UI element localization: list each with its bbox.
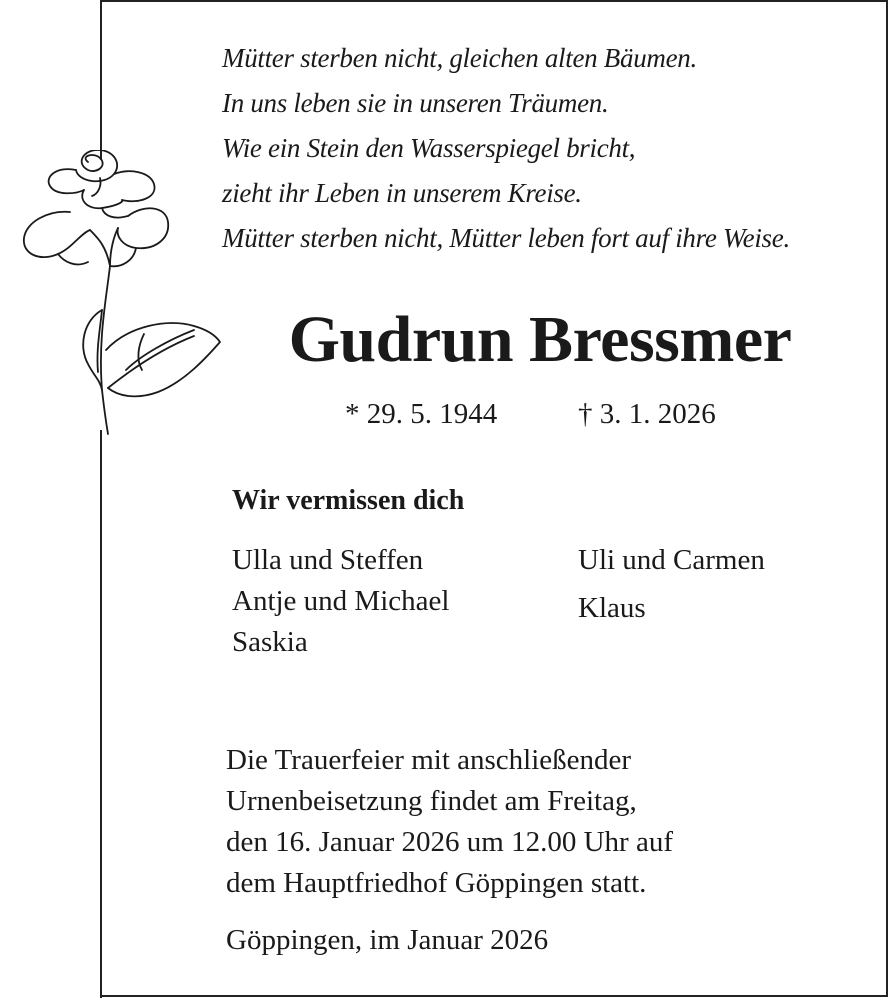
poem-line: Mütter sterben nicht, Mütter leben fort auf ihre Weise.: [222, 223, 790, 253]
ceremony-line: Die Trauerfeier mit anschließender: [226, 744, 632, 776]
mourner-name: Ulla und Steffen: [232, 544, 424, 576]
ceremony-line: dem Hauptfriedhof Göppingen statt.: [226, 867, 647, 899]
mourners-heading: Wir vermissen dich: [232, 485, 465, 516]
death-date: † 3. 1. 2026: [578, 398, 716, 430]
notice-border-left-lower: [100, 430, 102, 998]
rose-line-drawing-icon: [18, 150, 228, 440]
poem-line: In uns leben sie in unseren Träumen.: [222, 88, 609, 118]
poem-line: Wie ein Stein den Wasserspiegel bricht,: [222, 133, 636, 163]
mourners-right-column: [578, 536, 765, 632]
birth-date: * 29. 5. 1944: [345, 398, 498, 430]
mourners-left-column: [232, 540, 449, 663]
mourner-name: Antje und Michael: [232, 585, 450, 617]
mourner-name: Klaus: [578, 592, 646, 624]
ceremony-line: den 16. Januar 2026 um 12.00 Uhr auf: [226, 826, 673, 858]
ceremony-notice: [226, 740, 673, 904]
place-and-date: Göppingen, im Januar 2026: [226, 924, 549, 956]
notice-border-left-upper: [100, 0, 102, 160]
ceremony-line: Urnenbeisetzung findet am Freitag,: [226, 785, 637, 817]
poem-line: Mütter sterben nicht, gleichen alten Bäumen.: [222, 43, 697, 73]
mourner-name: Saskia: [232, 626, 308, 658]
mourner-name: Uli und Carmen: [578, 544, 765, 576]
poem-line: zieht ihr Leben in unserem Kreise.: [222, 178, 582, 208]
poem: [222, 36, 882, 261]
deceased-name: Gudrun Bressmer: [288, 303, 792, 376]
